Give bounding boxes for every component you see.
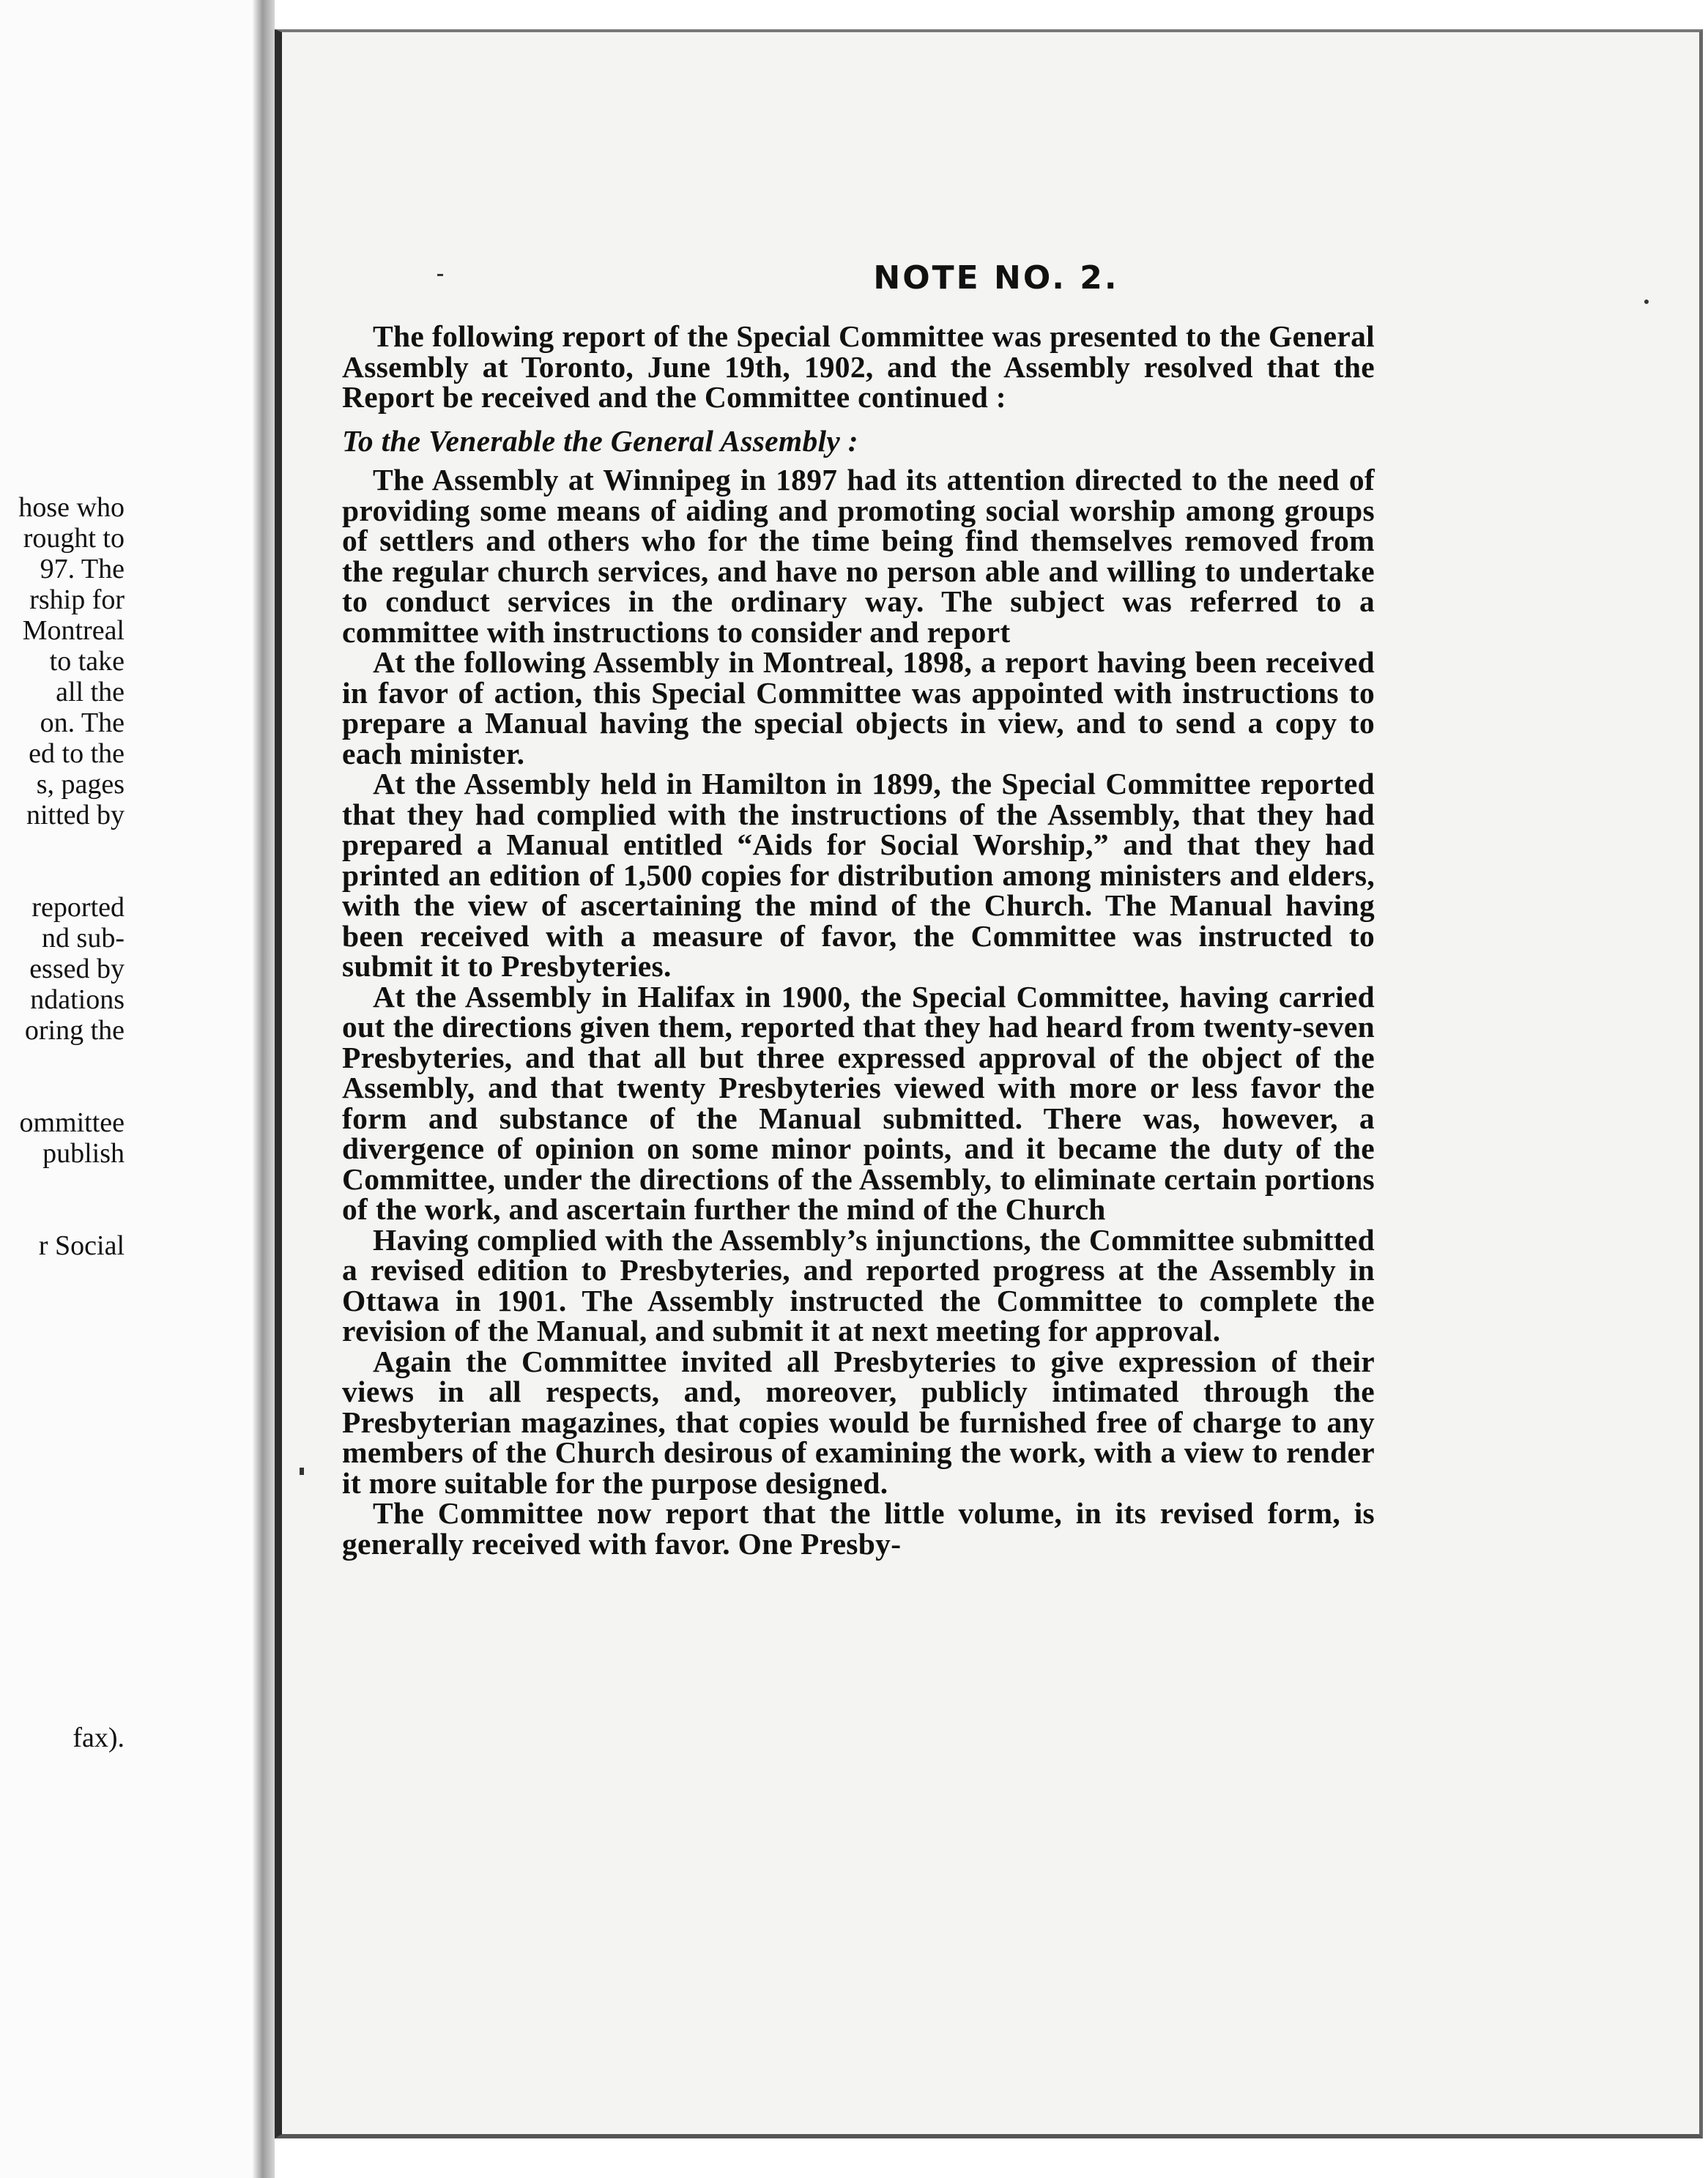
left-page-line: Montreal <box>22 615 125 646</box>
report-body <box>342 319 1375 1561</box>
paragraph-4: At the Assembly in Halifax in 1900, the Special Committee, having carried out the directions given them, reported that they had heard from twenty-seven Presbyteries, and that all but three expressed approval of the object of the Assembly, and that twenty Presbyteries viewed with more or less favor the form and substance of the Manual submitted. There was, however, a divergence of opinion on some minor points, and it became the duty of the Committee, under the directions of the Assembly, to eliminate certain portions of the work, and ascertain further the mind of the Church <box>342 979 1375 1226</box>
intro-paragraph: The following report of the Special Committee was presented to the General Assembly at Toronto, June 19th, 1902, and the Assembly resolved that the Report be received and the Committee continued : <box>342 319 1375 414</box>
left-page-line <box>0 1446 125 1476</box>
left-page-line <box>0 1200 125 1230</box>
left-page-text <box>0 492 125 1753</box>
paragraph-7: The Committee now report that the little volume, in its revised form, is generally received with favor. One Presby- <box>342 1496 1375 1561</box>
speck-mark <box>300 1468 304 1475</box>
left-page-line: r Social <box>38 1230 125 1261</box>
left-page-line: essed by <box>29 954 125 984</box>
left-page-line <box>0 1692 125 1722</box>
left-page-line <box>0 1077 125 1107</box>
left-page-line: hose who <box>18 492 125 523</box>
paragraph-3: At the Assembly held in Hamilton in 1899, the Special Committee reported that they had complied with the instructions of the Assembly, that they had prepared a Manual entitled “Aids for Social Worship,” and that they had printed an edition of 1,500 copies for distribution among ministers and elders, with the view of ascertaining the mind of the Church. The Manual having been received with a measure of favor, the Committee was instructed to submit it to Presbyteries. <box>342 767 1375 983</box>
left-page-line: ommittee <box>19 1107 125 1138</box>
left-page-line: to take <box>49 646 125 677</box>
left-page-line <box>0 1415 125 1446</box>
left-page-line <box>0 1046 125 1077</box>
left-page-line <box>0 1507 125 1538</box>
left-page-line <box>0 1292 125 1323</box>
left-page-line: 97. The <box>40 554 125 584</box>
left-page-line: s, pages <box>36 769 125 800</box>
left-page-line: nd sub- <box>42 923 125 954</box>
left-page-line <box>0 1353 125 1384</box>
left-page-line: ed to the <box>29 738 125 769</box>
left-page-line <box>0 1630 125 1661</box>
left-page-line <box>0 1538 125 1569</box>
left-page-line: all the <box>56 677 125 707</box>
left-page-line <box>0 861 125 892</box>
left-page-line: publish <box>42 1138 125 1169</box>
left-page-line: reported <box>31 892 125 923</box>
left-page-line <box>0 1323 125 1353</box>
book-gutter <box>253 0 275 2178</box>
left-page-line: rship for <box>29 584 125 615</box>
page-heading: NOTE NO. 2. <box>873 259 1119 297</box>
left-page-line: rought to <box>23 523 125 554</box>
left-page-line: on. The <box>40 707 125 738</box>
left-page-line <box>0 1599 125 1630</box>
left-page-line <box>0 1661 125 1692</box>
left-page-line: fax). <box>73 1722 125 1753</box>
left-page-line <box>0 1476 125 1507</box>
paragraph-1: The Assembly at Winnipeg in 1897 had its attention directed to the need of providing some means of aiding and promoting social worship among groups of settlers and others who for the time being find themselves removed from the regular church services, and have no person able and willing to undertake to conduct services in the ordinary way. The subject was referred to a committee with instructions to consider and report <box>342 463 1375 649</box>
speck-mark <box>437 274 443 276</box>
paragraph-6: Again the Committee invited all Presbyteries to give expression of their views in all respects, and, moreover, publicly intimated through the Presbyterian magazines, that copies would be furnished free of charge to any members of the Church desirous of examining the work, with a view to render it more suitable for the purpose designed. <box>342 1344 1375 1500</box>
paragraph-2: At the following Assembly in Montreal, 1898, a report having been received in favor of action, this Special Committee was appointed with instructions to prepare a Manual having the special objects in view, and to send a copy to each minister. <box>342 645 1375 770</box>
left-page-line: nitted by <box>26 800 125 830</box>
left-page-line: oring the <box>24 1015 125 1046</box>
left-page-line <box>0 1569 125 1599</box>
left-page-line <box>0 830 125 861</box>
left-page-line <box>0 1169 125 1200</box>
left-page-line: ndations <box>30 984 125 1015</box>
right-page <box>275 29 1703 2138</box>
left-page-line <box>0 1384 125 1415</box>
left-page-line <box>0 1261 125 1292</box>
speck-mark <box>1644 300 1649 304</box>
paragraph-5: Having complied with the Assembly’s injunctions, the Committee submitted a revised edition to Presbyteries, and reported progress at the Assembly in Ottawa in 1901. The Assembly instructed the Committee to complete the revision of the Manual, and submit it at next meeting for approval. <box>342 1222 1375 1348</box>
address-line: To the Venerable the General Assembly : <box>342 423 858 458</box>
left-page-fragment <box>0 0 264 2178</box>
